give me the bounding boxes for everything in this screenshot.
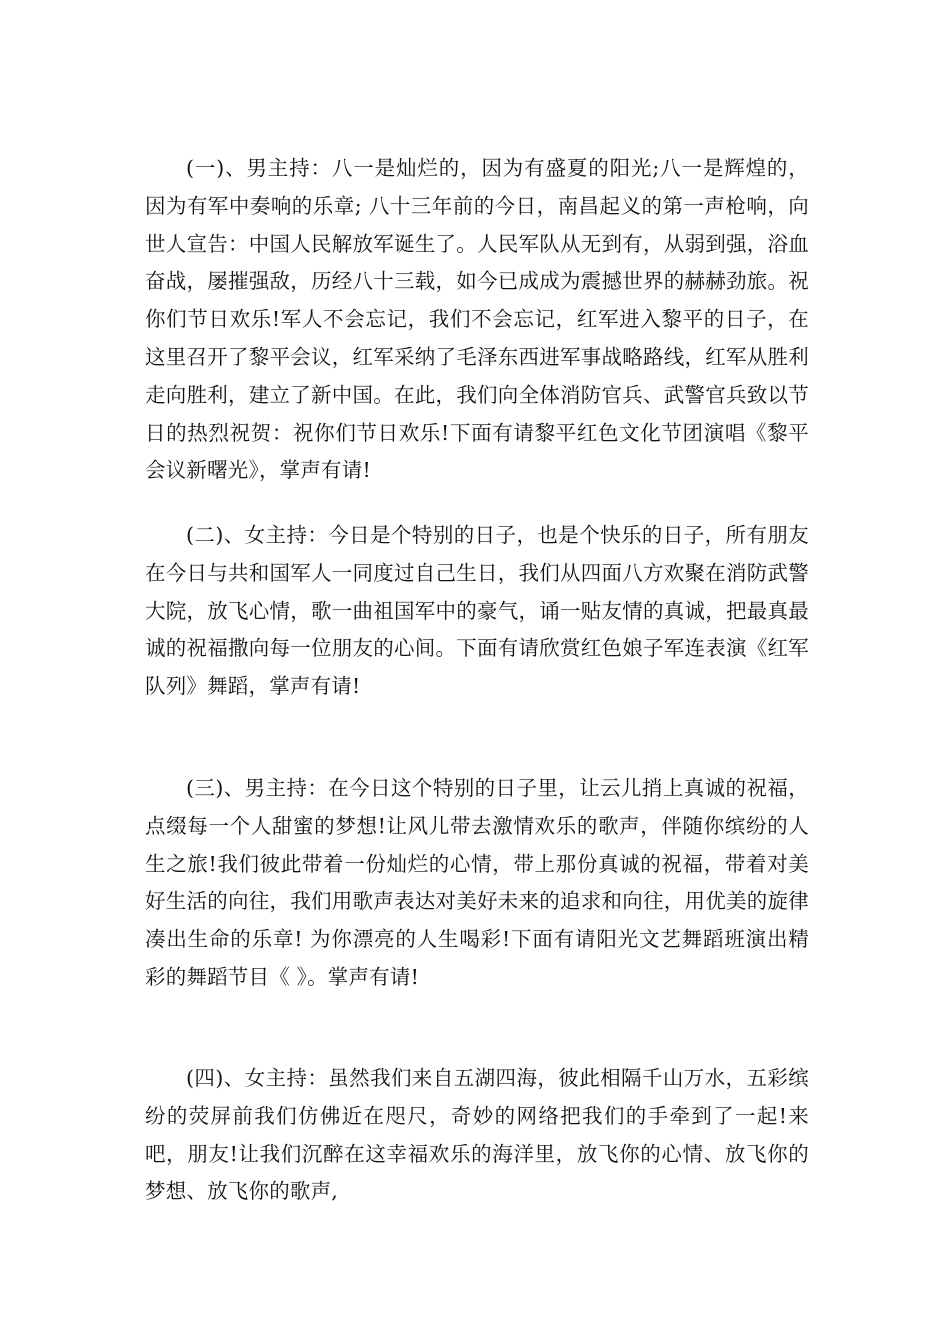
- paragraph-3: (三)、男主持：在今日这个特别的日子里，让云儿捎上真诚的祝福，点缀每一个人甜蜜的梦想!让风儿带去激情欢乐的歌声，伴随你缤纷的人生之旅!我们彼此带着一份灿烂的心情，带上那份真诚的祝福，带着对美好生活的向往，我们用歌声表达对美好未来的追求和向往，用优美的旋律凑出生命的乐章! 为你漂亮的人生喝彩!下面有请阳光文艺舞蹈班演出精彩的舞蹈节目《 》。掌声有请!: [145, 776, 809, 989]
- paragraph-2: (二)、女主持：今日是个特别的日子，也是个快乐的日子，所有朋友在今日与共和国军人一同度过自己生日，我们从四面八方欢聚在消防武警大院，放飞心情，歌一曲祖国军中的豪气，诵一贴友情的真诚，把最真最诚的祝福撒向每一位朋友的心间。下面有请欣赏红色娘子军连表演《红军队列》舞蹈，掌声有请!: [145, 523, 809, 699]
- paragraph-4: (四)、女主持：虽然我们来自五湖四海，彼此相隔千山万水，五彩缤纷的荧屏前我们仿佛近在咫尺，奇妙的网络把我们的手牵到了一起!来吧，朋友!让我们沉醉在这幸福欢乐的海洋里，放飞你的心情、放飞你的梦想、放飞你的歌声,: [145, 1066, 809, 1204]
- paragraph-1: (一)、男主持：八一是灿烂的，因为有盛夏的阳光;八一是辉煌的，因为有军中奏响的乐章; 八十三年前的今日，南昌起义的第一声枪响，向世人宣告：中国人民解放军诞生了。人民军队从无到有，从弱到强，浴血奋战，屡摧强敌，历经八十三载，如今已成成为震撼世界的赫赫劲旅。祝你们节日欢乐!军人不会忘记，我们不会忘记，红军进入黎平的日子，在这里召开了黎平会议，红军采纳了毛泽东西进军事战略路线，红军从胜利走向胜利，建立了新中国。在此，我们向全体消防官兵、武警官兵致以节日的热烈祝贺：祝你们节日欢乐!下面有请黎平红色文化节团演唱《黎平会议新曙光》，掌声有请!: [145, 156, 809, 483]
